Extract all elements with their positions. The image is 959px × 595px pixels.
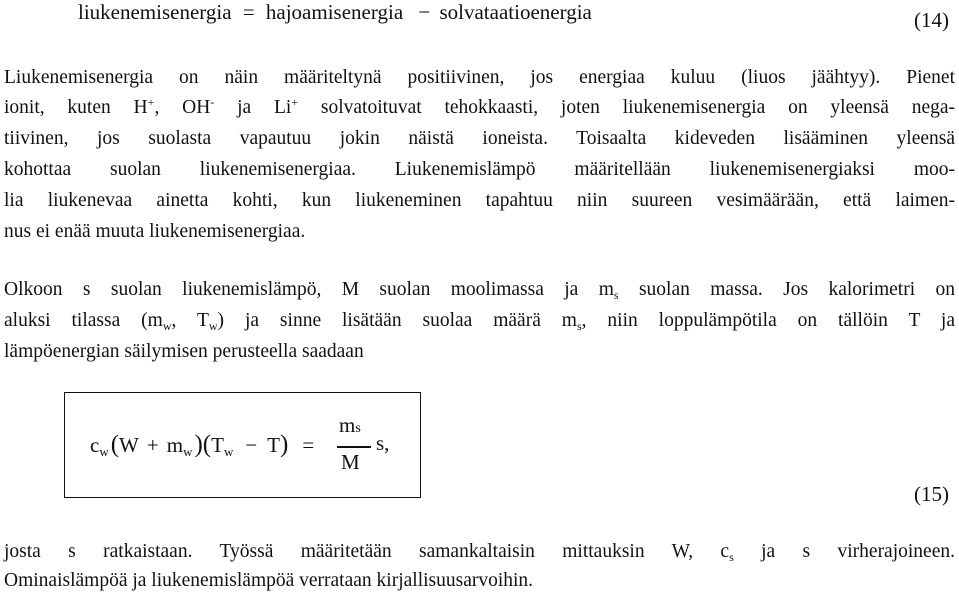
p3-line2: Ominaislämpöä ja liukenemislämpöä verrataan kirjallisuusarvoihin. bbox=[4, 570, 534, 591]
eq14-equals: = bbox=[242, 0, 255, 24]
eq14-term1: hajoamisenergia bbox=[265, 0, 404, 24]
p1-line5: lia liukenevaa ainetta kohti, kun liukeneminen tapahtuu niin suureen vesimäärään, että laimen- bbox=[4, 190, 955, 211]
equation-15-denominator: M bbox=[341, 450, 360, 474]
p2-line2: aluksi tilassa ($m_w$, $T_w$) ja sinne lisätään suolaa määrä $m_s$, niin loppulämpötila on tällöin T ja bbox=[4, 310, 955, 333]
eq14-lhs: liukenemisenergia bbox=[78, 0, 232, 24]
equation-15-fraction-line bbox=[337, 446, 371, 448]
equation-15-number: (15) bbox=[914, 482, 949, 506]
p3-line1: josta s ratkaistaan. Työssä määritetään samankaltaisin mittauksin W, $c_s$ ja s virherajoineen. bbox=[4, 541, 955, 564]
p1-line4: kohottaa suolan liukenemisenergiaa. Liukenemislämpö määritellään liukenemisenergiaksi moo- bbox=[4, 159, 955, 180]
p1-line2: ionit, kuten H+, OH- ja Li+ solvatoituvat tehokkaasti, joten liukenemisenergia on yleensä nega- bbox=[4, 95, 956, 118]
equation-15-s: s, bbox=[376, 431, 390, 455]
equation-15-numerator: ms bbox=[339, 413, 361, 437]
equation-14 bbox=[78, 0, 592, 25]
equation-14-number: (14) bbox=[914, 8, 949, 32]
p2-line1: Olkoon s suolan liukenemislämpö, M suolan moolimassa ja $m_s$ suolan massa. Jos kalorimetri on bbox=[4, 279, 955, 302]
p2-line3: lämpöenergian säilymisen perusteella saadaan bbox=[4, 341, 364, 362]
eq14-term2: solvataatioenergia bbox=[439, 0, 592, 24]
p1-line1: Liukenemisenergia on näin määriteltynä positiivinen, jos energiaa kuluu (liuos jäähtyy). Pienet bbox=[4, 67, 955, 88]
eq14-minus: − bbox=[418, 0, 431, 24]
p1-line3: tiivinen, jos suolasta vapautuu jokin näistä ioneista. Toisaalta kideveden lisääminen yleensä bbox=[4, 128, 955, 149]
equation-15-lhs: $c_w(W + m_w)(T_w - T)$ = bbox=[90, 431, 315, 459]
p1-line6: nus ei enää muuta liukenemisenergiaa. bbox=[4, 221, 306, 242]
